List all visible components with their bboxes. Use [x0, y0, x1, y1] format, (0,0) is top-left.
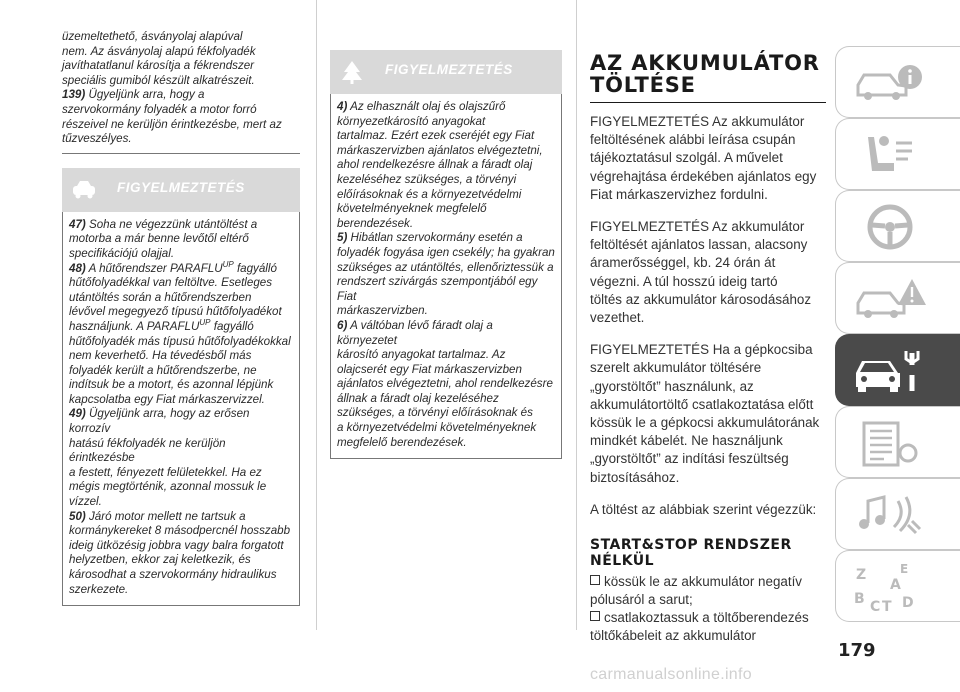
- text-line: motorba a már benne levőtől eltérő: [69, 232, 249, 246]
- list-item: [590, 573, 826, 609]
- text-line: szerkezete.: [69, 582, 129, 596]
- car-warning-icon: [70, 176, 98, 204]
- specs-list-icon: [850, 415, 930, 471]
- car-warning-icon: [850, 271, 930, 327]
- paragraph: [590, 501, 826, 519]
- text-line: indítsuk be a motort, és azonnal lépjünk: [69, 378, 274, 392]
- text-line: Járó motor mellett ne tartsuk a: [89, 509, 246, 523]
- text-line: akkumulátortöltő csatlakoztatása előtt: [590, 396, 814, 412]
- column-right: [590, 52, 826, 645]
- text-line: megfelelő berendezések.: [337, 435, 467, 449]
- note-number: 47): [69, 217, 86, 231]
- column-divider: [316, 0, 317, 630]
- text-line: márkaszervizben ajánlatos elvégeztetni,: [337, 143, 543, 157]
- text-line: környezetkárosító anyagokat: [337, 114, 486, 128]
- column-middle: [330, 38, 562, 459]
- multimedia-icon: [850, 487, 930, 543]
- tab-maintenance[interactable]: [835, 334, 960, 406]
- subsection-title: [590, 537, 826, 569]
- text-line: Hibátlan szervokormány esetén a: [350, 231, 523, 245]
- tab-car-info[interactable]: [835, 46, 960, 118]
- text-line: speciális gumiból készült alkatrészeit.: [62, 73, 255, 87]
- tree-environment-icon: [338, 58, 366, 86]
- text-line: Az elhasznált olaj és olajszűrő: [350, 100, 506, 113]
- text-line: előírásoknak és a környezetvédelmi: [337, 187, 522, 201]
- text-line: nem keverhető. Ha tévedésből más: [69, 349, 252, 363]
- index-letters-icon: [850, 559, 930, 615]
- index-letter: B: [854, 591, 865, 607]
- text-line: a festett, fényezett felületekkel. Ha ez: [69, 465, 262, 479]
- text-line: mégis megtörténik, azonnal mossuk le: [69, 480, 267, 494]
- text-line: helyzetben, ekkor zaj keletkezik, és: [69, 553, 251, 567]
- text-line: kössük le a gépkocsi akkumulátorának: [590, 415, 820, 431]
- text-line: töltés az akkumulátor károsodásához: [590, 291, 812, 307]
- text-line: utántöltés során a hűtőrendszerben: [69, 290, 252, 304]
- superscript: UP: [222, 259, 234, 269]
- warning-header: [62, 168, 300, 212]
- steering-wheel-icon: [850, 199, 930, 255]
- tab-driving[interactable]: [835, 190, 960, 262]
- text-line: vezethet.: [590, 310, 645, 326]
- section-title: [590, 52, 826, 96]
- tab-safety[interactable]: [835, 118, 960, 190]
- text-line: Ügyeljünk arra, hogy az erősen korrozív: [69, 407, 250, 436]
- text-line: hatású fékfolyadék ne kerüljön érintkezésbe: [69, 436, 226, 465]
- index-letter: Z: [856, 567, 867, 583]
- text-line: Fiat márkaszervizhez fordulni.: [590, 186, 768, 202]
- text-line: vízzel.: [69, 495, 102, 509]
- text-line: A töltést az alábbiak szerint végezzük:: [590, 501, 817, 517]
- text-line: végrehajtása érdekében ajánlatos egy: [590, 168, 817, 184]
- note-number: 48): [69, 261, 86, 275]
- text-line: biztosításához.: [590, 469, 680, 485]
- text-line: ahol rendelkezésre állnak a fáradt olaj: [337, 158, 533, 172]
- chapter-sidebar: [835, 46, 960, 622]
- text-line: „gyorstöltőt” az indítási feszültség: [590, 451, 789, 467]
- text-line: ideig ütközésig jobbra vagy balra forgatott: [69, 538, 284, 552]
- paragraph: [590, 218, 826, 327]
- text-line: rendszert szivárgás szempontjából egy Fiat: [337, 275, 538, 303]
- car-info-icon: [850, 55, 930, 111]
- text-run: fagyálló: [233, 261, 277, 275]
- list-item: [590, 609, 826, 645]
- column-left: [62, 30, 300, 606]
- section-title-line: TÖLTÉSE: [590, 73, 696, 97]
- text-line: szükséges az utántöltés, ellenőriztessük a: [337, 260, 554, 274]
- text-line: nem. Az ásványolaj alapú fékfolyadék: [62, 44, 256, 58]
- text-line: részeivel ne kerüljön érintkezésbe, mert az: [62, 117, 282, 131]
- text-line: feltöltését ajánlatos lassan, alacsony: [590, 237, 808, 253]
- tab-technical-data[interactable]: [835, 406, 960, 478]
- text-line: hűtőfolyadék más típusú hűtőfolyadékokkal: [69, 334, 291, 348]
- index-letter: E: [900, 562, 909, 576]
- note-number: 6): [337, 318, 348, 332]
- divider: [62, 153, 300, 154]
- text-line: javíthatatlanul károsítja a fékrendszer: [62, 59, 255, 73]
- text-line: „gyorstöltőt” használunk, az: [590, 378, 754, 394]
- warning-title: FIGYELMEZTETÉS: [117, 179, 245, 195]
- note-number: 4): [337, 100, 348, 113]
- note-number: 5): [337, 231, 348, 245]
- paragraph: [590, 113, 826, 204]
- page-number: 179: [838, 640, 876, 661]
- intro-paragraph: [62, 30, 300, 147]
- text-line: követelményeknek megfelelő: [337, 202, 487, 216]
- text-line: ajánlatos elvégeztetni, ahol rendelkezésre: [337, 377, 553, 391]
- tab-index[interactable]: [835, 550, 960, 622]
- warning-header: [330, 50, 562, 94]
- text-line: kapcsolatba egy Fiat márkaszervizzel.: [69, 392, 265, 406]
- text-line: mindkét kábelét. Ne használjunk: [590, 433, 783, 449]
- text-run: A hűtőrendszer PARAFLU: [88, 261, 223, 275]
- note-number: 49): [69, 407, 86, 421]
- text-line: FIGYELMEZTETÉS Az akkumulátor: [590, 114, 805, 129]
- text-line: Ügyeljünk arra, hogy a: [88, 88, 205, 102]
- text-line: lévővel megegyező típusú hűtőfolyadékot: [69, 305, 282, 319]
- text-line: kezeléséhez szükséges, a törvényi: [337, 172, 517, 186]
- text-line: tartalmaz. Ezért ezek cseréjét egy Fiat: [337, 129, 535, 143]
- text-line: specifikációjú olajjal.: [69, 246, 175, 260]
- tab-emergency[interactable]: [835, 262, 960, 334]
- index-letter: A: [890, 577, 901, 593]
- text-line: áramerősséggel, kb. 24 órán át: [590, 255, 776, 271]
- text-line: kössük le az akkumulátor negatív: [604, 574, 802, 590]
- tab-multimedia[interactable]: [835, 478, 960, 550]
- subsection-title-line: START&STOP RENDSZER: [590, 537, 792, 554]
- text-line: folyadék került a hűtőrendszerbe, ne: [69, 363, 257, 377]
- warning-box: [330, 94, 562, 459]
- car-service-icon: [850, 343, 930, 399]
- text-line: szervokormány folyadék a motor forró: [62, 102, 257, 116]
- text-line: A váltóban lévő fáradt olaj a környezetet: [337, 318, 493, 347]
- text-line: üzemeltethető, ásványolaj alapúval: [62, 30, 243, 43]
- text-line: károsító anyagokat tartalmaz. Az: [337, 348, 506, 362]
- note-number: 50): [69, 509, 86, 523]
- text-line: állnak a fáradt olaj kezeléséhez: [337, 391, 499, 405]
- warning-box: [62, 212, 300, 606]
- text-line: töltőkábeleit az akkumulátor: [590, 628, 756, 644]
- text-line: végezni. A túl hosszú ideig tartó: [590, 273, 778, 289]
- text-line: szerelt akkumulátor töltésére: [590, 360, 762, 376]
- text-line: tűzveszélyes.: [62, 132, 132, 146]
- checkbox-bullet-icon: [590, 611, 600, 621]
- title-rule: [590, 102, 826, 103]
- text-line: szükséges, a törvényi előírásoknak és: [337, 406, 533, 420]
- text-line: a környezetvédelmi követelményeknek: [337, 421, 537, 435]
- text-line: FIGYELMEZTETÉS Ha a gépkocsiba: [590, 342, 813, 358]
- index-letter: T: [882, 599, 892, 615]
- text-line: károsodhat a szervokormány hidraulikus: [69, 568, 277, 581]
- text-run: fagyálló: [210, 319, 254, 333]
- text-line: kormánykereket 8 másodpercnél hosszabb: [69, 524, 291, 538]
- text-line: folyadék fogyása igen csekély; ha gyakran: [337, 245, 555, 259]
- text-line: csatlakoztassuk a töltőberendezés: [604, 610, 809, 626]
- superscript: UP: [199, 318, 211, 328]
- warning-title: FIGYELMEZTETÉS: [385, 62, 513, 77]
- footer-watermark: carmanualsonline.info: [590, 666, 752, 683]
- checkbox-bullet-icon: [590, 575, 600, 585]
- seat-airbag-icon: [850, 127, 930, 183]
- index-letter: D: [902, 595, 914, 611]
- section-title-line: AZ AKKUMULÁTOR: [590, 51, 820, 75]
- subsection-title-line: NÉLKÜL: [590, 553, 655, 570]
- text-line: feltöltésének alábbi leírása csupán: [590, 132, 796, 148]
- text-line: FIGYELMEZTETÉS Az akkumulátor: [590, 219, 805, 235]
- text-line: pólusáról a sarut;: [590, 592, 693, 608]
- column-divider: [576, 0, 577, 630]
- text-line: berendezések.: [337, 216, 414, 230]
- text-run: használjunk. A PARAFLU: [69, 319, 200, 333]
- text-line: márkaszervizben.: [337, 304, 428, 318]
- text-line: olajcserét egy Fiat márkaszervizben: [337, 362, 522, 376]
- paragraph: [590, 341, 826, 487]
- note-number: 139): [62, 88, 86, 102]
- index-letter: C: [870, 599, 881, 615]
- text-line: tájékoztatásul szolgál. A művelet: [590, 150, 783, 166]
- text-line: Soha ne végezzünk utántöltést a: [89, 217, 258, 231]
- text-line: hűtőfolyadékkal van feltöltve. Esetleges: [69, 276, 273, 290]
